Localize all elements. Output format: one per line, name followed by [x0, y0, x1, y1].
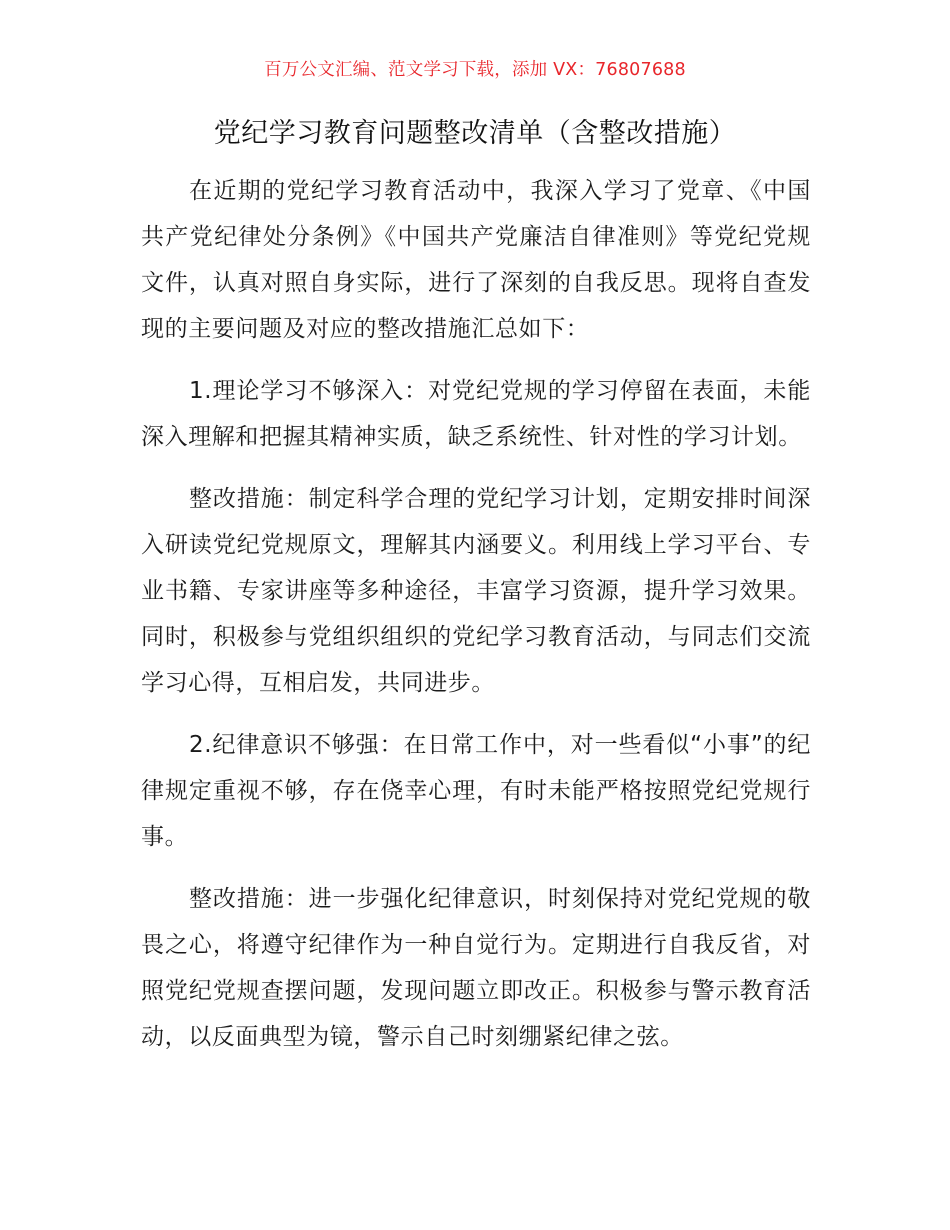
measure-1-paragraph: 整改措施：制定科学合理的党纪学习计划，定期安排时间深入研读党纪党规原文，理解其内涵要义。利用线上学习平台、专业书籍、专家讲座等多种途径，丰富学习资源，提升学习效果。同时，积极参与党组织组织的党纪学习教育活动，与同志们交流学习心得，互相启发，共同进步。 [141, 486, 811, 696]
issue-1-paragraph: 1.理论学习不够深入：对党纪党规的学习停留在表面，未能深入理解和把握其精神实质，缺乏系统性、针对性的学习计划。 [141, 378, 811, 450]
document-title: 党纪学习教育问题整改清单（含整改措施） [213, 118, 737, 149]
intro-paragraph: 在近期的党纪学习教育活动中，我深入学习了党章、《中国共产党纪律处分条例》《中国共产党廉洁自律准则》等党纪党规文件，认真对照自身实际，进行了深刻的自我反思。现将自查发现的主要问题及对应的整改措施汇总如下： [141, 178, 811, 342]
issue-2-paragraph: 2.纪律意识不够强：在日常工作中，对一些看似“小事”的纪律规定重视不够，存在侥幸心理，有时未能严格按照党纪党规行事。 [141, 732, 811, 850]
header-banner: 百万公文汇编、范文学习下载，添加 VX：76807688 [264, 60, 686, 80]
document-body [141, 168, 811, 1060]
measure-2-paragraph: 整改措施：进一步强化纪律意识，时刻保持对党纪党规的敬畏之心，将遵守纪律作为一种自觉行为。定期进行自我反省，对照党纪党规查摆问题，发现问题立即改正。积极参与警示教育活动，以反面典型为镜，警示自己时刻绷紧纪律之弦。 [141, 886, 811, 1050]
